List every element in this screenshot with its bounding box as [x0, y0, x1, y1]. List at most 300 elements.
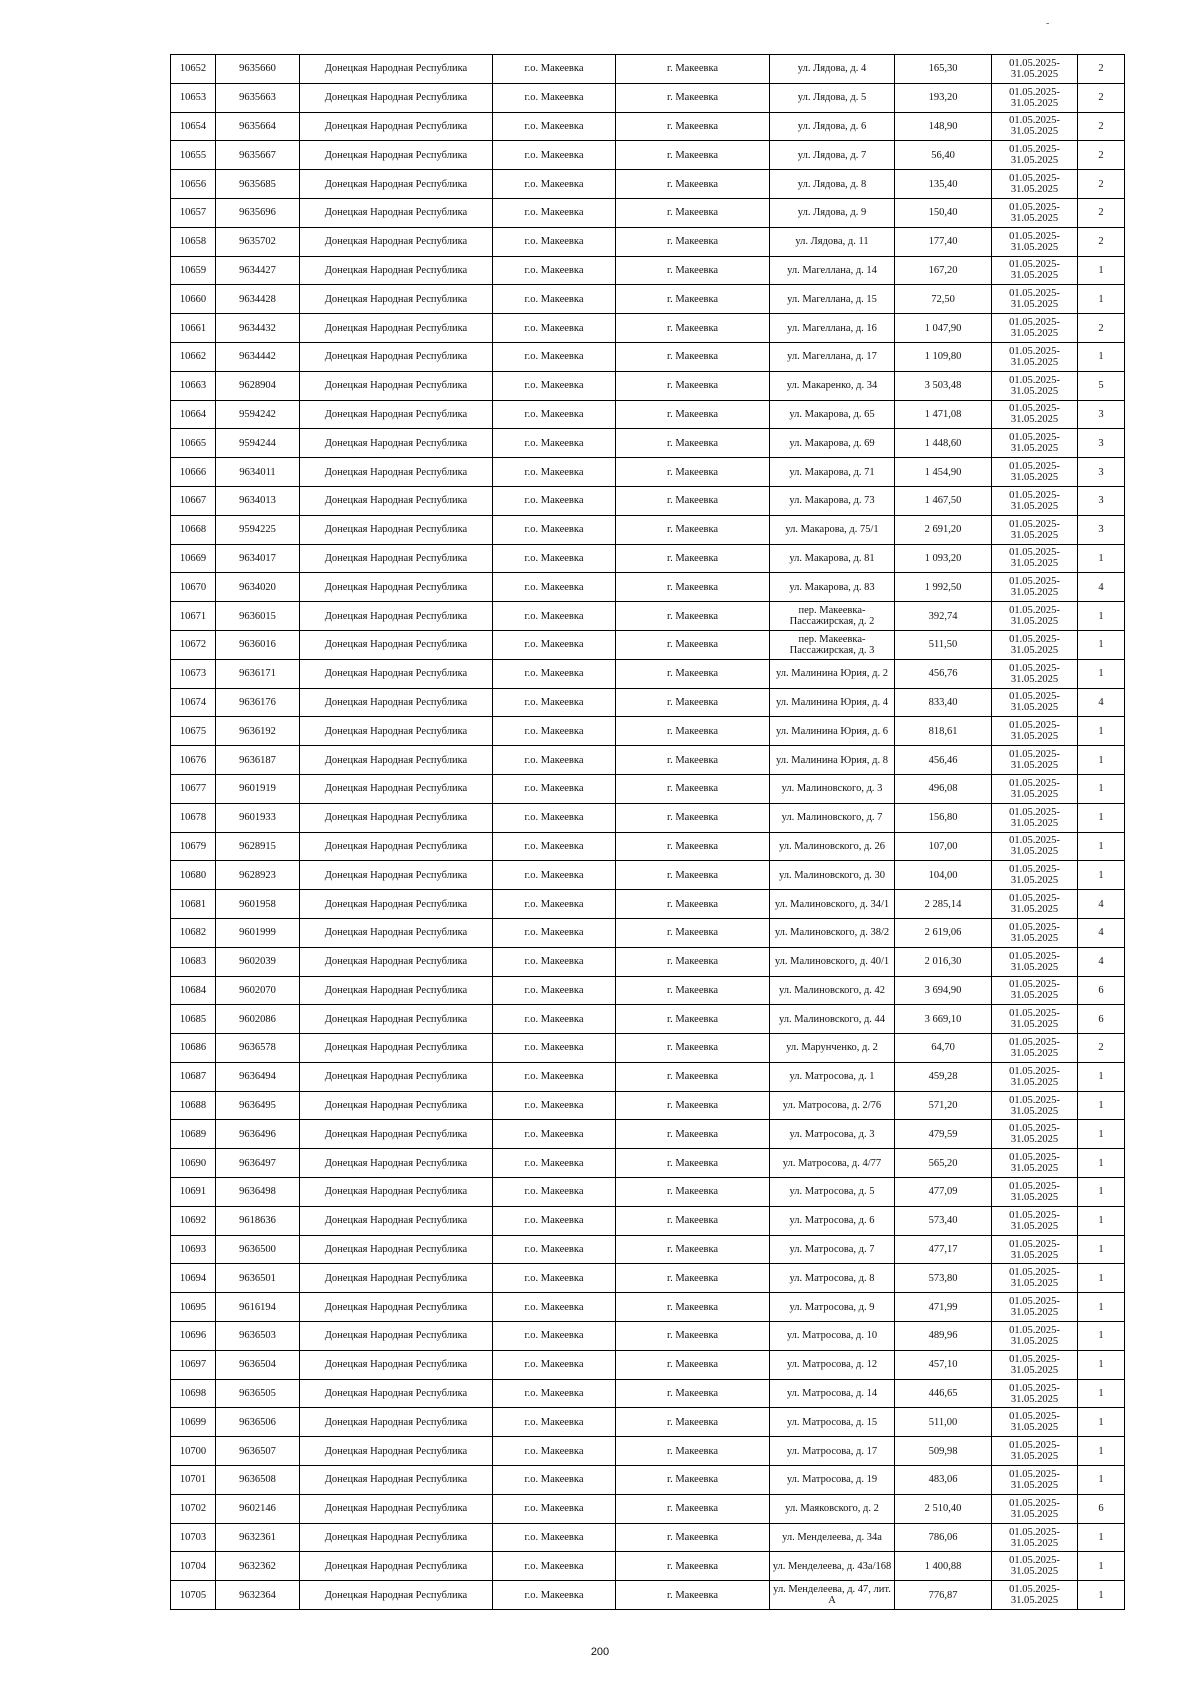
region-cell: Донецкая Народная Республика [300, 1120, 493, 1149]
municipality-cell: г.о. Макеевка [493, 947, 616, 976]
address-cell: ул. Макарова, д. 69 [770, 429, 895, 458]
row-number-cell: 10690 [171, 1149, 216, 1178]
city-cell: г. Макеевка [616, 602, 770, 631]
area-cell: 573,40 [895, 1206, 992, 1235]
period-cell: 01.05.2025-31.05.2025 [992, 83, 1078, 112]
city-cell: г. Макеевка [616, 717, 770, 746]
row-number-cell: 10658 [171, 227, 216, 256]
address-cell: ул. Малиновского, д. 42 [770, 976, 895, 1005]
row-number-cell: 10672 [171, 630, 216, 659]
period-cell: 01.05.2025-31.05.2025 [992, 1408, 1078, 1437]
area-cell: 573,80 [895, 1264, 992, 1293]
count-cell: 1 [1078, 832, 1125, 861]
count-cell: 4 [1078, 890, 1125, 919]
region-cell: Донецкая Народная Республика [300, 314, 493, 343]
count-cell: 2 [1078, 170, 1125, 199]
city-cell: г. Макеевка [616, 774, 770, 803]
area-cell: 1 400,88 [895, 1552, 992, 1581]
period-cell: 01.05.2025-31.05.2025 [992, 1552, 1078, 1581]
municipality-cell: г.о. Макеевка [493, 1062, 616, 1091]
city-cell: г. Макеевка [616, 1264, 770, 1293]
city-cell: г. Макеевка [616, 659, 770, 688]
period-cell: 01.05.2025-31.05.2025 [992, 1206, 1078, 1235]
table-row [171, 1091, 1125, 1120]
row-number-cell: 10683 [171, 947, 216, 976]
table-row [171, 1494, 1125, 1523]
table-row [171, 832, 1125, 861]
municipality-cell: г.о. Макеевка [493, 1034, 616, 1063]
object-id-cell: 9634013 [216, 486, 300, 515]
region-cell: Донецкая Народная Республика [300, 630, 493, 659]
region-cell: Донецкая Народная Республика [300, 1466, 493, 1495]
area-cell: 479,59 [895, 1120, 992, 1149]
row-number-cell: 10705 [171, 1581, 216, 1610]
area-cell: 56,40 [895, 141, 992, 170]
object-id-cell: 9634020 [216, 573, 300, 602]
object-id-cell: 9616194 [216, 1293, 300, 1322]
city-cell: г. Макеевка [616, 976, 770, 1005]
area-cell: 457,10 [895, 1350, 992, 1379]
area-cell: 1 471,08 [895, 400, 992, 429]
municipality-cell: г.о. Макеевка [493, 630, 616, 659]
area-cell: 1 454,90 [895, 458, 992, 487]
object-id-cell: 9602086 [216, 1005, 300, 1034]
object-id-cell: 9636016 [216, 630, 300, 659]
area-cell: 818,61 [895, 717, 992, 746]
object-id-cell: 9635660 [216, 55, 300, 84]
period-cell: 01.05.2025-31.05.2025 [992, 227, 1078, 256]
count-cell: 1 [1078, 1552, 1125, 1581]
count-cell: 1 [1078, 774, 1125, 803]
municipality-cell: г.о. Макеевка [493, 1235, 616, 1264]
region-cell: Донецкая Народная Республика [300, 285, 493, 314]
count-cell: 1 [1078, 717, 1125, 746]
table-row [171, 918, 1125, 947]
area-cell: 2 016,30 [895, 947, 992, 976]
address-cell: ул. Матросова, д. 6 [770, 1206, 895, 1235]
city-cell: г. Макеевка [616, 486, 770, 515]
object-id-cell: 9636503 [216, 1322, 300, 1351]
municipality-cell: г.о. Макеевка [493, 55, 616, 84]
period-cell: 01.05.2025-31.05.2025 [992, 1120, 1078, 1149]
municipality-cell: г.о. Макеевка [493, 544, 616, 573]
area-cell: 148,90 [895, 112, 992, 141]
region-cell: Донецкая Народная Республика [300, 400, 493, 429]
count-cell: 2 [1078, 198, 1125, 227]
period-cell: 01.05.2025-31.05.2025 [992, 688, 1078, 717]
count-cell: 2 [1078, 1034, 1125, 1063]
address-cell: ул. Матросова, д. 19 [770, 1466, 895, 1495]
count-cell: 2 [1078, 83, 1125, 112]
count-cell: 1 [1078, 285, 1125, 314]
period-cell: 01.05.2025-31.05.2025 [992, 1149, 1078, 1178]
city-cell: г. Макеевка [616, 1149, 770, 1178]
row-number-cell: 10664 [171, 400, 216, 429]
row-number-cell: 10684 [171, 976, 216, 1005]
region-cell: Донецкая Народная Республика [300, 227, 493, 256]
address-cell: ул. Матросова, д. 12 [770, 1350, 895, 1379]
area-cell: 167,20 [895, 256, 992, 285]
period-cell: 01.05.2025-31.05.2025 [992, 1494, 1078, 1523]
area-cell: 156,80 [895, 803, 992, 832]
table-row [171, 285, 1125, 314]
object-id-cell: 9601999 [216, 918, 300, 947]
period-cell: 01.05.2025-31.05.2025 [992, 1350, 1078, 1379]
region-cell: Донецкая Народная Республика [300, 573, 493, 602]
row-number-cell: 10652 [171, 55, 216, 84]
address-cell: ул. Малиновского, д. 40/1 [770, 947, 895, 976]
address-cell: ул. Макаренко, д. 34 [770, 371, 895, 400]
municipality-cell: г.о. Макеевка [493, 170, 616, 199]
city-cell: г. Макеевка [616, 803, 770, 832]
object-id-cell: 9601919 [216, 774, 300, 803]
area-cell: 489,96 [895, 1322, 992, 1351]
row-number-cell: 10702 [171, 1494, 216, 1523]
address-cell: ул. Макарова, д. 73 [770, 486, 895, 515]
table-row [171, 227, 1125, 256]
table-row [171, 1293, 1125, 1322]
address-cell: ул. Менделеева, д. 34а [770, 1523, 895, 1552]
city-cell: г. Макеевка [616, 1005, 770, 1034]
address-cell: ул. Лядова, д. 9 [770, 198, 895, 227]
area-cell: 2 619,06 [895, 918, 992, 947]
city-cell: г. Макеевка [616, 55, 770, 84]
region-cell: Донецкая Народная Республика [300, 256, 493, 285]
municipality-cell: г.о. Макеевка [493, 573, 616, 602]
region-cell: Донецкая Народная Республика [300, 861, 493, 890]
table-row [171, 1178, 1125, 1207]
address-cell: ул. Матросова, д. 10 [770, 1322, 895, 1351]
region-cell: Донецкая Народная Республика [300, 890, 493, 919]
city-cell: г. Макеевка [616, 1062, 770, 1091]
city-cell: г. Макеевка [616, 342, 770, 371]
address-cell: ул. Магеллана, д. 16 [770, 314, 895, 343]
city-cell: г. Макеевка [616, 1034, 770, 1063]
object-id-cell: 9635664 [216, 112, 300, 141]
city-cell: г. Макеевка [616, 141, 770, 170]
region-cell: Донецкая Народная Республика [300, 774, 493, 803]
period-cell: 01.05.2025-31.05.2025 [992, 861, 1078, 890]
table-row [171, 371, 1125, 400]
object-id-cell: 9636501 [216, 1264, 300, 1293]
table-row [171, 55, 1125, 84]
address-cell: ул. Марунченко, д. 2 [770, 1034, 895, 1063]
area-cell: 165,30 [895, 55, 992, 84]
period-cell: 01.05.2025-31.05.2025 [992, 1034, 1078, 1063]
row-number-cell: 10667 [171, 486, 216, 515]
area-cell: 1 093,20 [895, 544, 992, 573]
period-cell: 01.05.2025-31.05.2025 [992, 55, 1078, 84]
object-id-cell: 9635696 [216, 198, 300, 227]
object-id-cell: 9632364 [216, 1581, 300, 1610]
address-cell: ул. Малиновского, д. 38/2 [770, 918, 895, 947]
region-cell: Донецкая Народная Республика [300, 371, 493, 400]
city-cell: г. Макеевка [616, 630, 770, 659]
period-cell: 01.05.2025-31.05.2025 [992, 1293, 1078, 1322]
table-row [171, 717, 1125, 746]
municipality-cell: г.о. Макеевка [493, 1322, 616, 1351]
period-cell: 01.05.2025-31.05.2025 [992, 774, 1078, 803]
municipality-cell: г.о. Макеевка [493, 1120, 616, 1149]
period-cell: 01.05.2025-31.05.2025 [992, 342, 1078, 371]
table-body [171, 55, 1125, 1610]
row-number-cell: 10666 [171, 458, 216, 487]
city-cell: г. Макеевка [616, 112, 770, 141]
address-cell: ул. Лядова, д. 11 [770, 227, 895, 256]
address-cell: ул. Макарова, д. 65 [770, 400, 895, 429]
period-cell: 01.05.2025-31.05.2025 [992, 285, 1078, 314]
object-id-cell: 9602146 [216, 1494, 300, 1523]
address-cell: ул. Макарова, д. 75/1 [770, 515, 895, 544]
table-row [171, 659, 1125, 688]
city-cell: г. Макеевка [616, 83, 770, 112]
period-cell: 01.05.2025-31.05.2025 [992, 1379, 1078, 1408]
municipality-cell: г.о. Макеевка [493, 458, 616, 487]
table-row [171, 1149, 1125, 1178]
city-cell: г. Макеевка [616, 1466, 770, 1495]
city-cell: г. Макеевка [616, 1552, 770, 1581]
region-cell: Донецкая Народная Республика [300, 112, 493, 141]
region-cell: Донецкая Народная Республика [300, 803, 493, 832]
count-cell: 1 [1078, 1350, 1125, 1379]
registry-table [170, 54, 1125, 1610]
object-id-cell: 9636505 [216, 1379, 300, 1408]
area-cell: 392,74 [895, 602, 992, 631]
row-number-cell: 10692 [171, 1206, 216, 1235]
area-cell: 135,40 [895, 170, 992, 199]
count-cell: 1 [1078, 1206, 1125, 1235]
region-cell: Донецкая Народная Республика [300, 1581, 493, 1610]
area-cell: 107,00 [895, 832, 992, 861]
address-cell: ул. Матросова, д. 7 [770, 1235, 895, 1264]
region-cell: Донецкая Народная Республика [300, 1437, 493, 1466]
object-id-cell: 9636578 [216, 1034, 300, 1063]
area-cell: 1 467,50 [895, 486, 992, 515]
address-cell: ул. Малинина Юрия, д. 4 [770, 688, 895, 717]
row-number-cell: 10660 [171, 285, 216, 314]
municipality-cell: г.о. Макеевка [493, 112, 616, 141]
area-cell: 483,06 [895, 1466, 992, 1495]
city-cell: г. Макеевка [616, 544, 770, 573]
address-cell: ул. Малиновского, д. 7 [770, 803, 895, 832]
count-cell: 1 [1078, 1379, 1125, 1408]
region-cell: Донецкая Народная Республика [300, 170, 493, 199]
area-cell: 496,08 [895, 774, 992, 803]
period-cell: 01.05.2025-31.05.2025 [992, 314, 1078, 343]
count-cell: 6 [1078, 1005, 1125, 1034]
region-cell: Донецкая Народная Республика [300, 1379, 493, 1408]
count-cell: 1 [1078, 1523, 1125, 1552]
object-id-cell: 9634017 [216, 544, 300, 573]
count-cell: 1 [1078, 544, 1125, 573]
row-number-cell: 10691 [171, 1178, 216, 1207]
page-number: 200 [590, 1646, 610, 1658]
region-cell: Донецкая Народная Республика [300, 1091, 493, 1120]
municipality-cell: г.о. Макеевка [493, 1350, 616, 1379]
address-cell: ул. Малинина Юрия, д. 2 [770, 659, 895, 688]
table-row [171, 314, 1125, 343]
table-row [171, 573, 1125, 602]
address-cell: ул. Макарова, д. 81 [770, 544, 895, 573]
city-cell: г. Макеевка [616, 314, 770, 343]
object-id-cell: 9602070 [216, 976, 300, 1005]
city-cell: г. Макеевка [616, 1178, 770, 1207]
municipality-cell: г.о. Макеевка [493, 371, 616, 400]
address-cell: ул. Лядова, д. 5 [770, 83, 895, 112]
object-id-cell: 9636494 [216, 1062, 300, 1091]
address-cell: ул. Макарова, д. 83 [770, 573, 895, 602]
row-number-cell: 10679 [171, 832, 216, 861]
city-cell: г. Макеевка [616, 371, 770, 400]
municipality-cell: г.о. Макеевка [493, 1264, 616, 1293]
region-cell: Донецкая Народная Республика [300, 688, 493, 717]
municipality-cell: г.о. Макеевка [493, 1552, 616, 1581]
region-cell: Донецкая Народная Республика [300, 1149, 493, 1178]
row-number-cell: 10671 [171, 602, 216, 631]
city-cell: г. Макеевка [616, 1437, 770, 1466]
address-cell: ул. Лядова, д. 4 [770, 55, 895, 84]
row-number-cell: 10682 [171, 918, 216, 947]
row-number-cell: 10674 [171, 688, 216, 717]
table-row [171, 602, 1125, 631]
region-cell: Донецкая Народная Республика [300, 1350, 493, 1379]
city-cell: г. Макеевка [616, 285, 770, 314]
region-cell: Донецкая Народная Республика [300, 1264, 493, 1293]
address-cell: ул. Менделеева, д. 43а/168 [770, 1552, 895, 1581]
period-cell: 01.05.2025-31.05.2025 [992, 717, 1078, 746]
city-cell: г. Макеевка [616, 1581, 770, 1610]
period-cell: 01.05.2025-31.05.2025 [992, 141, 1078, 170]
object-id-cell: 9636500 [216, 1235, 300, 1264]
row-number-cell: 10653 [171, 83, 216, 112]
row-number-cell: 10657 [171, 198, 216, 227]
row-number-cell: 10699 [171, 1408, 216, 1437]
table-row [171, 429, 1125, 458]
region-cell: Донецкая Народная Республика [300, 1178, 493, 1207]
period-cell: 01.05.2025-31.05.2025 [992, 1437, 1078, 1466]
period-cell: 01.05.2025-31.05.2025 [992, 371, 1078, 400]
table-row [171, 1350, 1125, 1379]
object-id-cell: 9634427 [216, 256, 300, 285]
object-id-cell: 9634011 [216, 458, 300, 487]
object-id-cell: 9636187 [216, 746, 300, 775]
municipality-cell: г.о. Макеевка [493, 890, 616, 919]
table-row [171, 774, 1125, 803]
row-number-cell: 10698 [171, 1379, 216, 1408]
region-cell: Донецкая Народная Республика [300, 1062, 493, 1091]
table-row [171, 1005, 1125, 1034]
city-cell: г. Макеевка [616, 1494, 770, 1523]
region-cell: Донецкая Народная Республика [300, 198, 493, 227]
municipality-cell: г.о. Макеевка [493, 774, 616, 803]
row-number-cell: 10656 [171, 170, 216, 199]
municipality-cell: г.о. Макеевка [493, 227, 616, 256]
city-cell: г. Макеевка [616, 1091, 770, 1120]
municipality-cell: г.о. Макеевка [493, 1494, 616, 1523]
city-cell: г. Макеевка [616, 458, 770, 487]
row-number-cell: 10668 [171, 515, 216, 544]
table-row [171, 342, 1125, 371]
municipality-cell: г.о. Макеевка [493, 717, 616, 746]
table-row [171, 890, 1125, 919]
count-cell: 1 [1078, 1293, 1125, 1322]
count-cell: 4 [1078, 688, 1125, 717]
address-cell: ул. Матросова, д. 8 [770, 1264, 895, 1293]
municipality-cell: г.о. Макеевка [493, 1523, 616, 1552]
address-cell: ул. Маяковского, д. 2 [770, 1494, 895, 1523]
area-cell: 446,65 [895, 1379, 992, 1408]
city-cell: г. Макеевка [616, 947, 770, 976]
municipality-cell: г.о. Макеевка [493, 83, 616, 112]
region-cell: Донецкая Народная Республика [300, 83, 493, 112]
object-id-cell: 9636171 [216, 659, 300, 688]
count-cell: 1 [1078, 1062, 1125, 1091]
city-cell: г. Макеевка [616, 832, 770, 861]
region-cell: Донецкая Народная Республика [300, 515, 493, 544]
table-row [171, 803, 1125, 832]
municipality-cell: г.о. Макеевка [493, 314, 616, 343]
object-id-cell: 9601933 [216, 803, 300, 832]
table-row [171, 1552, 1125, 1581]
count-cell: 1 [1078, 746, 1125, 775]
period-cell: 01.05.2025-31.05.2025 [992, 112, 1078, 141]
object-id-cell: 9594242 [216, 400, 300, 429]
region-cell: Донецкая Народная Республика [300, 486, 493, 515]
city-cell: г. Макеевка [616, 890, 770, 919]
period-cell: 01.05.2025-31.05.2025 [992, 602, 1078, 631]
row-number-cell: 10688 [171, 1091, 216, 1120]
city-cell: г. Макеевка [616, 1235, 770, 1264]
count-cell: 1 [1078, 1235, 1125, 1264]
city-cell: г. Макеевка [616, 227, 770, 256]
address-cell: ул. Малиновского, д. 3 [770, 774, 895, 803]
municipality-cell: г.о. Макеевка [493, 1293, 616, 1322]
table-row [171, 141, 1125, 170]
count-cell: 1 [1078, 342, 1125, 371]
region-cell: Донецкая Народная Республика [300, 659, 493, 688]
address-cell: ул. Малиновского, д. 26 [770, 832, 895, 861]
table-row [171, 198, 1125, 227]
address-cell: ул. Малинина Юрия, д. 8 [770, 746, 895, 775]
address-cell: пер. Макеевка-Пассажирская, д. 3 [770, 630, 895, 659]
area-cell: 1 448,60 [895, 429, 992, 458]
row-number-cell: 10662 [171, 342, 216, 371]
city-cell: г. Макеевка [616, 1523, 770, 1552]
count-cell: 1 [1078, 1322, 1125, 1351]
table-row [171, 1408, 1125, 1437]
address-cell: ул. Макарова, д. 71 [770, 458, 895, 487]
table-row [171, 1062, 1125, 1091]
address-cell: пер. Макеевка-Пассажирская, д. 2 [770, 602, 895, 631]
count-cell: 2 [1078, 55, 1125, 84]
count-cell: 1 [1078, 602, 1125, 631]
object-id-cell: 9634442 [216, 342, 300, 371]
table-row [171, 1523, 1125, 1552]
period-cell: 01.05.2025-31.05.2025 [992, 486, 1078, 515]
municipality-cell: г.о. Макеевка [493, 832, 616, 861]
city-cell: г. Макеевка [616, 1379, 770, 1408]
area-cell: 776,87 [895, 1581, 992, 1610]
object-id-cell: 9635685 [216, 170, 300, 199]
object-id-cell: 9636176 [216, 688, 300, 717]
region-cell: Донецкая Народная Республика [300, 141, 493, 170]
municipality-cell: г.о. Макеевка [493, 486, 616, 515]
city-cell: г. Макеевка [616, 918, 770, 947]
object-id-cell: 9636495 [216, 1091, 300, 1120]
municipality-cell: г.о. Макеевка [493, 198, 616, 227]
municipality-cell: г.о. Макеевка [493, 1408, 616, 1437]
area-cell: 3 694,90 [895, 976, 992, 1005]
